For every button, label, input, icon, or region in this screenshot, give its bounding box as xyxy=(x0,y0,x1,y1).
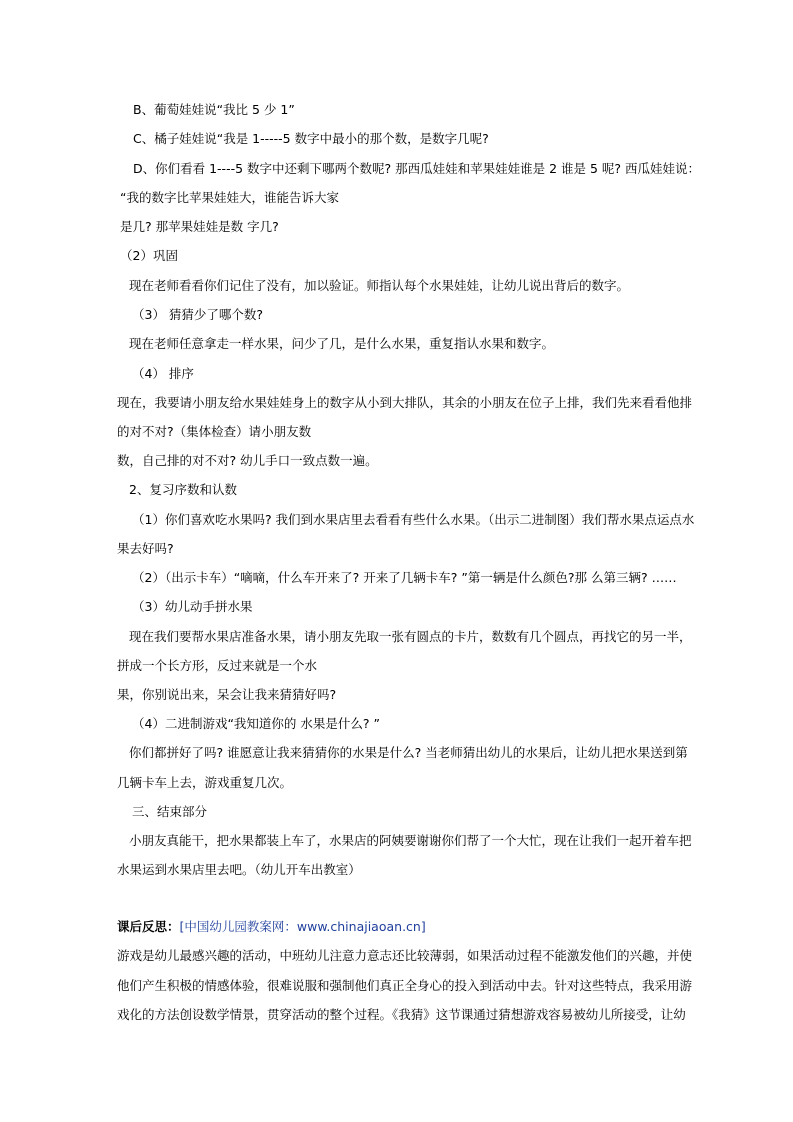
section-heading: （3） 猜猜少了哪个数? xyxy=(132,307,264,322)
section-heading: （2）巩固 xyxy=(120,248,178,263)
text-line: 现在我们要帮水果店准备水果，请小朋友先取一张有圆点的卡片，数数有几个圆点，再找它的另一半， xyxy=(129,629,692,644)
section-heading: （3）幼儿动手拼水果 xyxy=(132,599,253,614)
text-line: 戏化的方法创设数学情景，贯穿活动的整个过程。《我猜》这节课通过猜想游戏容易被幼儿所接受，让幼 xyxy=(117,1007,686,1022)
section-heading: （4）二进制游戏“我知道你的 水果是什么? ” xyxy=(132,716,380,731)
text-line: 游戏是幼儿最感兴趣的活动，中班幼儿注意力意志还比较薄弱，如果活动过程不能激发他们的兴趣，并使 xyxy=(117,948,693,963)
text-line: 现在老师看看你们记住了没有，加以验证。师指认每个水果娃娃，让幼儿说出背后的数字。 xyxy=(129,278,630,293)
text-line: 拼成一个长方形，反过来就是一个水 xyxy=(117,658,318,673)
text-line: 果去好吗? xyxy=(117,541,174,556)
text-line: 现在，我要请小朋友给水果娃娃身上的数字从小到大排队，其余的小朋友在位子上排，我们先来看看他排 xyxy=(117,395,693,410)
text-line: （2）（出示卡车）“嘀嘀，什么车开来了? 开来了几辆卡车? ”第一辆是什么颜色?那 么第三辆? …… xyxy=(132,570,677,585)
text-line: 你们都拼好了吗? 谁愿意让我来猜猜你的水果是什么? 当老师猜出幼儿的水果后，让幼儿把水果送到第 xyxy=(129,745,688,760)
reflection-heading-line xyxy=(117,919,426,935)
text-line: 几辆卡车上去，游戏重复几次。 xyxy=(117,775,293,790)
text-line: D、你们看看 1----5 数字中还剩下哪两个数呢? 那西瓜娃娃和苹果娃娃谁是 2 谁是 5 呢? 西瓜娃娃说： xyxy=(133,161,701,176)
section-heading: （4） 排序 xyxy=(132,366,194,381)
text-line: （1）你们喜欢吃水果吗? 我们到水果店里去看看有些什么水果。（出示二进制图）我们帮水果点运点水 xyxy=(132,512,695,527)
text-line: 小朋友真能干，把水果都装上车了，水果店的阿姨要谢谢你们帮了一个大忙，现在让我们一起开着车把 xyxy=(129,833,692,848)
section-heading: 2、复习序数和认数 xyxy=(129,482,237,497)
text-line: 现在老师任意拿走一样水果，问少了几，是什么水果，重复指认水果和数字。 xyxy=(129,336,555,351)
text-line: C、橘子娃娃说“我是 1-----5 数字中最小的那个数，是数字几呢? xyxy=(133,131,489,146)
text-line: “我的数字比苹果娃娃大，谁能告诉大家 xyxy=(120,190,339,205)
reflection-heading: 课后反思： xyxy=(117,919,180,934)
text-line: 数，自己排的对不对? 幼儿手口一致点数一遍。 xyxy=(117,453,378,468)
text-line: B、葡萄娃娃说“我比 5 少 1” xyxy=(133,102,295,117)
text-line: 他们产生积极的情感体验，很难说服和强制他们真正全身心的投入到活动中去。针对这些特点，我采用游 xyxy=(117,978,693,993)
text-line: 水果运到水果店里去吧。（幼儿开车出教室） xyxy=(117,862,361,877)
text-line: 果，你别说出来，呆会让我来猜猜好吗? xyxy=(117,687,337,702)
text-line: 的对不对?（集体检查）请小朋友数 xyxy=(117,424,312,439)
text-line: 是几? 那苹果娃娃是数 字几? xyxy=(120,219,279,234)
source-link[interactable]: [中国幼儿园教案网：www.chinajiaoan.cn] xyxy=(179,919,426,934)
section-heading: 三、结束部分 xyxy=(132,804,208,819)
